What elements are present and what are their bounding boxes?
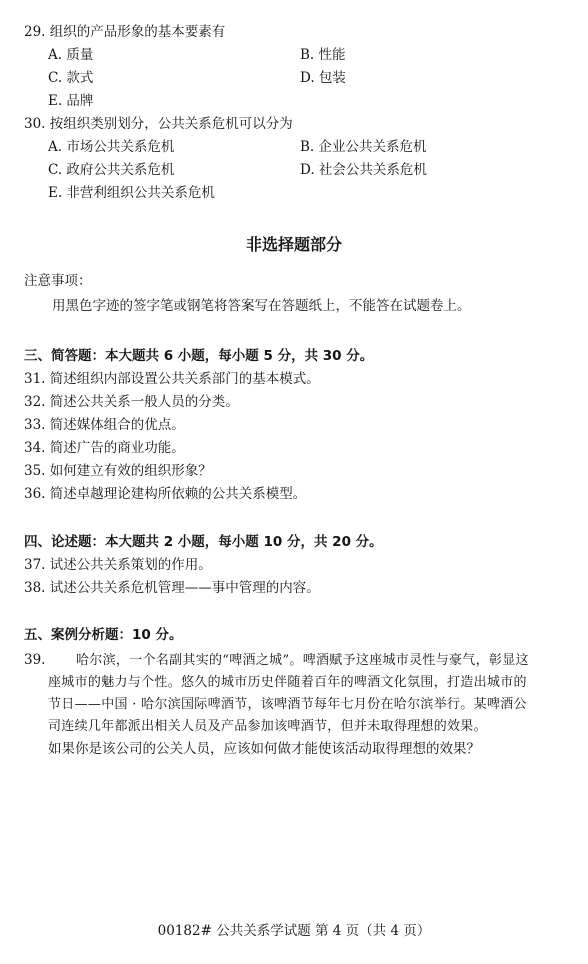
question-29-stem: 29. 组织的产品形象的基本要素有 bbox=[24, 24, 226, 40]
question-36: 36. 简述卓越理论建构所依赖的公共关系模型。 bbox=[24, 486, 307, 502]
question-30-option-b: B. 企业公共关系危机 bbox=[300, 139, 427, 155]
question-38: 38. 试述公共关系危机管理——事中管理的内容。 bbox=[24, 580, 320, 596]
page-footer: 00182# 公共关系学试题 第 4 页（共 4 页） bbox=[157, 923, 431, 939]
question-39-number: 39. bbox=[24, 652, 46, 668]
section-3-heading: 三、简答题：本大题共 6 小题，每小题 5 分，共 30 分。 bbox=[24, 348, 374, 364]
notice-text: 用黑色字迹的签字笔或钢笔将答案写在答题纸上，不能答在试题卷上。 bbox=[52, 298, 471, 314]
question-30-option-c: C. 政府公共关系危机 bbox=[48, 162, 175, 178]
question-29-option-e: E. 品牌 bbox=[48, 93, 94, 109]
notice-heading: 注意事项： bbox=[24, 273, 92, 289]
case-line-1: 哈尔滨，一个名副其实的“啤酒之城”。啤酒赋予这座城市灵性与豪气，彰显这 bbox=[76, 653, 529, 668]
question-30-stem: 30. 按组织类别划分，公共关系危机可以分为 bbox=[24, 116, 293, 132]
section-5-heading: 五、案例分析题：10 分。 bbox=[24, 627, 183, 643]
question-37: 37. 试述公共关系策划的作用。 bbox=[24, 557, 212, 573]
question-29-option-d: D. 包装 bbox=[300, 70, 346, 86]
case-line-3: 节日——中国 · 哈尔滨国际啤酒节，该啤酒节每年七月份在哈尔滨举行。某啤酒公 bbox=[48, 697, 527, 712]
question-33: 33. 简述媒体组合的优点。 bbox=[24, 417, 185, 433]
question-35: 35. 如何建立有效的组织形象？ bbox=[24, 463, 212, 479]
question-31: 31. 简述组织内部设置公共关系部门的基本模式。 bbox=[24, 371, 320, 387]
case-line-2: 座城市的魅力与个性。悠久的城市历史伴随着百年的啤酒文化氛围，打造出城市的 bbox=[48, 675, 527, 690]
section-4-heading: 四、论述题：本大题共 2 小题，每小题 10 分，共 20 分。 bbox=[24, 534, 383, 550]
question-29-option-b: B. 性能 bbox=[300, 47, 346, 63]
question-30-option-a: A. 市场公共关系危机 bbox=[48, 139, 175, 155]
question-39-prompt: 如果你是该公司的公关人员，应该如何做才能使该活动取得理想的效果？ bbox=[48, 741, 480, 757]
question-32: 32. 简述公共关系一般人员的分类。 bbox=[24, 394, 239, 410]
question-34: 34. 简述广告的商业功能。 bbox=[24, 440, 185, 456]
question-30-option-e: E. 非营利组织公共关系危机 bbox=[48, 185, 215, 201]
case-line-4: 司连续几年都派出相关人员及产品参加该啤酒节，但并未取得理想的效果。 bbox=[48, 719, 487, 734]
question-29-option-c: C. 款式 bbox=[48, 70, 94, 86]
question-30-option-d: D. 社会公共关系危机 bbox=[300, 162, 427, 178]
question-29-option-a: A. 质量 bbox=[48, 47, 94, 63]
part-title: 非选择题部分 bbox=[245, 235, 342, 254]
